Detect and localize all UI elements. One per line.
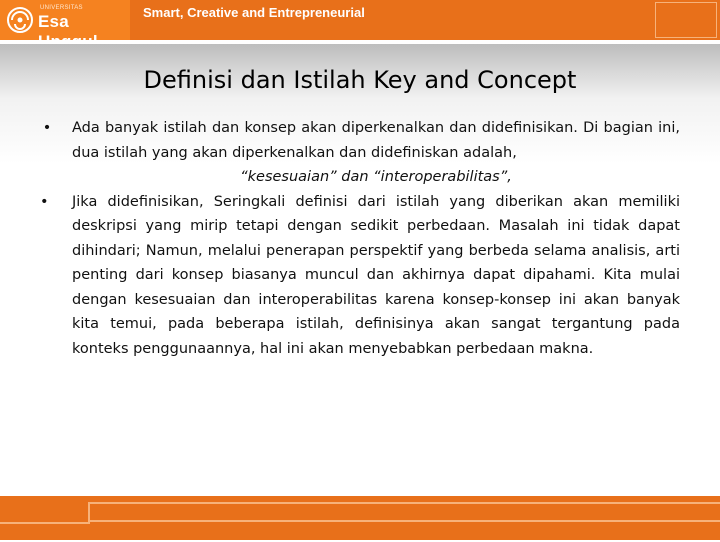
bullet-item-1 (40, 116, 680, 190)
logo-name: Esa (38, 12, 69, 31)
logo (0, 0, 130, 40)
bullet-text: Jika didefinisikan, Seringkali definisi dari istilah yang diberikan akan memiliki deskripsi yang mirip tetapi dengan sedikit perbedaan. Masalah ini tidak dapat dihindari; Namun, melalui penerapan perspektif yang berbeda selama analisis, arti penting dari konsep biasanya muncul dan akhirnya dapat dipahami. Kita mulai dengan kesesuaian dan interoperabilitas karena konsep-konsep ini akan banyak kita temui, pada beberapa istilah, definisinya akan sangat tergantung pada konteks penggunaannya, hal ini akan menyebabkan perbedaan makna. (72, 193, 680, 357)
bullet-list (40, 116, 680, 361)
esa-unggul-logo-icon (6, 6, 34, 34)
bullet-emphasis: “kesesuaian” dan “interoperabilitas”, (240, 169, 512, 185)
bullet-item-2 (40, 190, 680, 362)
header-decoration (655, 2, 717, 38)
bullet-text: Ada banyak istilah dan konsep akan diperkenalkan dan didefinisikan. Di bagian ini, dua istilah yang akan diperkenalkan dan didefiniskan adalah, (72, 120, 680, 161)
footer-decoration-left (0, 522, 90, 542)
footer-bar (0, 496, 720, 540)
bullet-icon: • (40, 193, 49, 210)
tagline: Smart, Creative and Entrepreneurial (143, 5, 365, 20)
header-bar (0, 0, 720, 40)
footer-decoration (88, 502, 720, 522)
slide-title: Definisi dan Istilah Key and Concept (143, 66, 577, 94)
logo-subtext: UNIVERSITAS (40, 5, 83, 11)
bullet-icon: • (42, 120, 52, 136)
